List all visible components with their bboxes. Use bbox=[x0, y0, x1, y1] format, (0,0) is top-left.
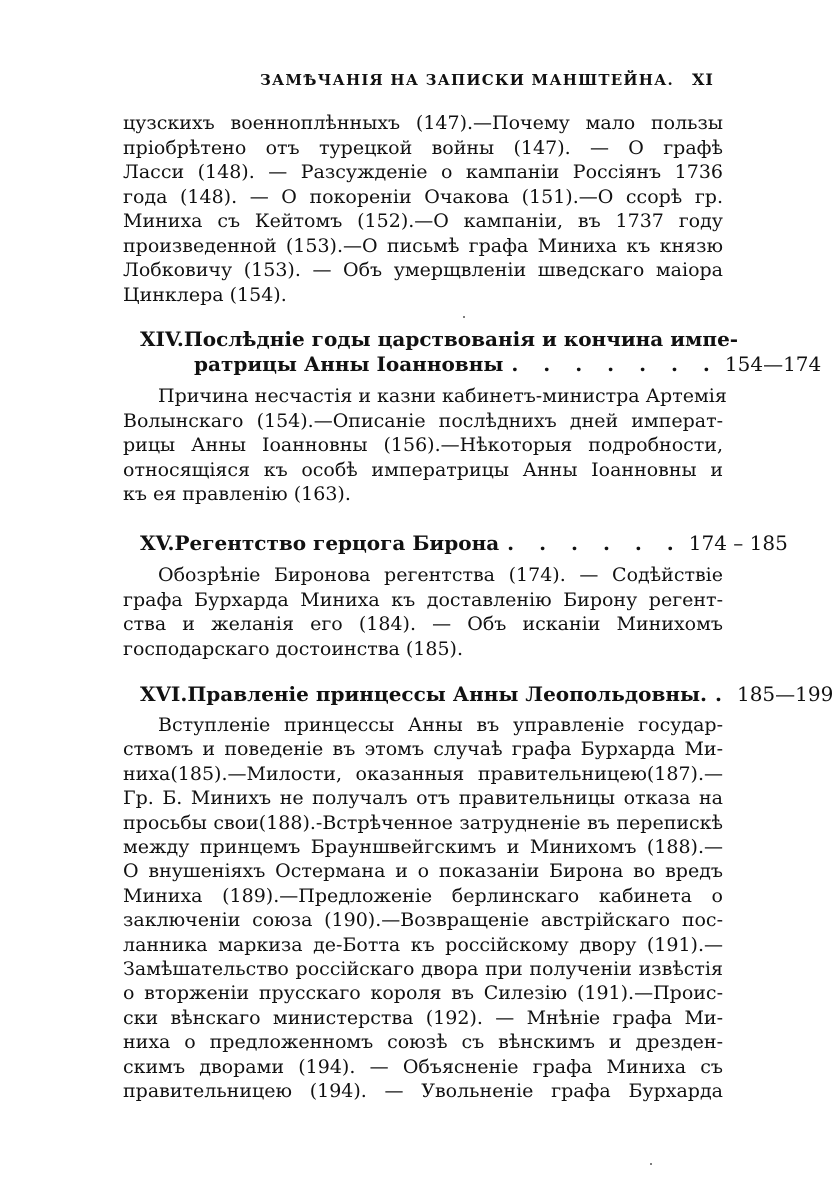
chapter-pages: 154—174 bbox=[724, 352, 822, 376]
text-line: ланника маркиза де-Ботта къ россійскому двору (191).— bbox=[123, 933, 723, 956]
text-line: Вступленіе принцессы Анны въ управленіе государ- bbox=[158, 714, 723, 736]
print-speck bbox=[463, 316, 465, 318]
chapter-summary-xiv bbox=[123, 384, 727, 507]
text-line: ства и желанія его (184). — Объ исканіи Минихомъ bbox=[123, 613, 723, 635]
text-line: Причина несчастія и казни кабинетъ-министра Артемія bbox=[158, 385, 727, 407]
text-line: просьбы свои(188).-Встрѣченное затрудненіе въ перепискѣ bbox=[123, 811, 723, 834]
text-line: произведенной (153).—О письмѣ графа Миниха къ князю bbox=[123, 234, 723, 257]
text-line: скимъ дворами (194). — Объясненіе графа Миниха съ bbox=[123, 1055, 723, 1078]
chapter-title: Правленіе принцессы Анны Леопольдовны. bbox=[187, 682, 707, 706]
text-line: Замѣшательство россійскаго двора при полученіи извѣстія bbox=[123, 958, 723, 981]
text-line: Ласси (148). — Разсужденіе о кампаніи Россіянъ 1736 bbox=[123, 161, 723, 183]
chapter-heading-xv bbox=[140, 531, 788, 556]
text-line: цузскихъ военноплѣнныхъ (147).—Почему мало пользы bbox=[123, 112, 723, 134]
text-line: О внушеніяхъ Остермана и о показаніи Бирона во вредъ bbox=[123, 860, 723, 883]
text-line: пріобрѣтено отъ турецкой войны (147). — О графѣ bbox=[123, 136, 723, 159]
chapter-heading-xiv bbox=[140, 327, 822, 377]
text-line: ски вѣнскаго министерства (192). — Мнѣніе графа Ми- bbox=[123, 1006, 723, 1029]
text-line: правительницею (194). — Увольненіе графа Бурхарда bbox=[123, 1080, 723, 1103]
chapter-title-continued: ратрицы Анны Іоанновны bbox=[194, 352, 504, 376]
chapter-title: Регентство герцога Бирона bbox=[174, 531, 500, 555]
text-line: рицы Анны Іоанновны (156).—Нѣкоторыя подробности, bbox=[123, 434, 723, 456]
text-line: Цинклера (154). bbox=[123, 283, 287, 306]
text-line: Лобковичу (153). — Объ умерщвленіи шведскаго маіора bbox=[123, 259, 723, 281]
text-line: господарскаго достоинства (185). bbox=[123, 637, 464, 660]
text-line: относящіяся къ особѣ императрицы Анны Іоанновны и bbox=[123, 458, 723, 481]
text-line: ниха о предложенномъ союзѣ съ вѣнскимъ и дрезден- bbox=[123, 1031, 723, 1054]
chapter-numeral: XIV. bbox=[140, 327, 184, 351]
text-line: къ ея правленію (163). bbox=[123, 483, 351, 505]
chapter-pages: 185—199 bbox=[736, 682, 834, 706]
text-line: ниха(185).—Милости, оказанныя правительницею(187).— bbox=[123, 762, 723, 785]
text-line: года (148). — О покореніи Очакова (151).—О ссорѣ гр. bbox=[123, 185, 723, 208]
running-title: ЗАМѢЧАНІЯ НА ЗАПИСКИ МАНШТЕЙНА. bbox=[260, 71, 674, 89]
text-line: графа Бурхарда Миниха къ доставленію Бирону регент- bbox=[123, 588, 723, 611]
text-line: Миниха съ Кейтомъ (152).—О кампаніи, въ 1737 году bbox=[123, 210, 723, 232]
chapter-pages: 174 – 185 bbox=[688, 531, 788, 555]
chapter-numeral: XVI. bbox=[140, 682, 188, 706]
print-speck bbox=[650, 1163, 652, 1165]
leader-dots: . . . . . . bbox=[507, 531, 683, 555]
chapter-numeral: XV. bbox=[140, 531, 175, 555]
chapter-heading-xvi bbox=[140, 682, 834, 707]
text-line: ствомъ и поведеніе въ этомъ случаѣ графа Бурхарда Ми- bbox=[123, 738, 723, 761]
text-line: Волынскаго (154).—Описаніе послѣднихъ дней императ- bbox=[123, 409, 723, 432]
text-line: о вторженіи прусскаго короля въ Силезію (191).—Проис- bbox=[123, 982, 723, 1005]
chapter-summary-xvi bbox=[123, 713, 723, 1104]
text-line: заключеніи союза (190).—Возвращеніе австрійскаго пос- bbox=[123, 909, 723, 932]
page-number: XI bbox=[692, 70, 714, 89]
leader-dots: . . . . . . . bbox=[511, 352, 719, 376]
text-line: Миниха (189).—Предложеніе берлинскаго кабинета о bbox=[123, 884, 723, 907]
text-line: Гр. Б. Минихъ не получалъ отъ правительницы отказа на bbox=[123, 787, 723, 810]
intro-paragraph bbox=[123, 111, 723, 307]
text-line: между принцемъ Брауншвейгскимъ и Минихомъ (188).— bbox=[123, 836, 723, 859]
leader-dots: . bbox=[715, 682, 731, 706]
chapter-title: Послѣдніе годы царствованія и кончина импе- bbox=[183, 327, 739, 351]
chapter-summary-xv bbox=[123, 563, 723, 661]
text-line: Обозрѣніе Биронова регентства (174). — Содѣйствіе bbox=[158, 564, 723, 586]
